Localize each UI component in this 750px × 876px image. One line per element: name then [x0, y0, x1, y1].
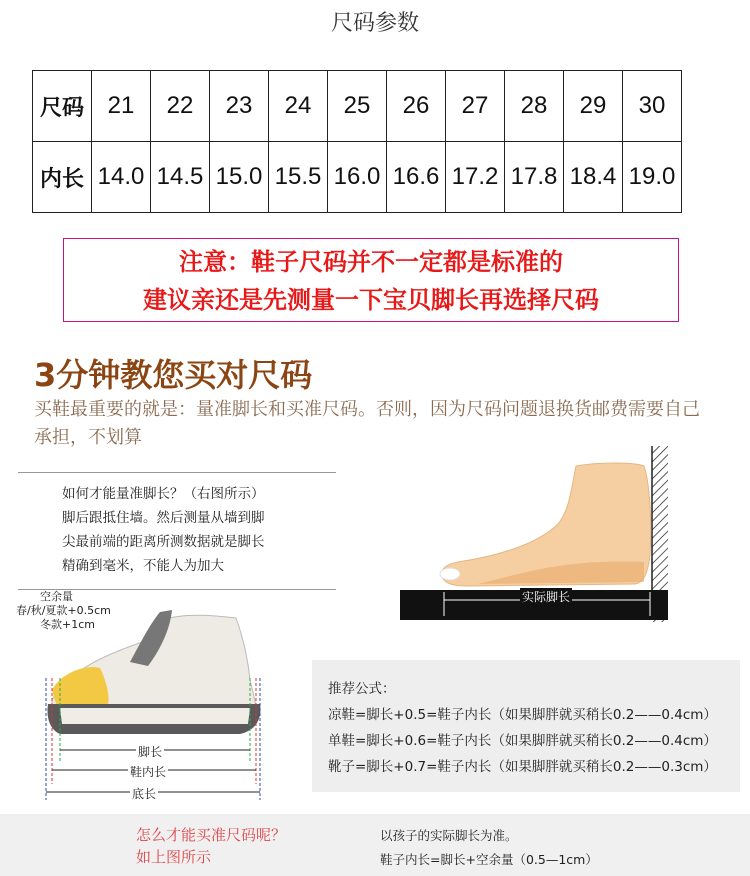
inner-length-cell: 17.2 — [446, 142, 505, 213]
inner-length-cell: 16.6 — [387, 142, 446, 213]
size-table — [32, 70, 682, 213]
footer-question — [136, 824, 286, 868]
formula-line: 靴子=脚长+0.7=鞋子内长（如果脚胖就买稍长0.2——0.3cm） — [328, 759, 717, 775]
size-cell: 21 — [92, 71, 151, 142]
size-cell: 27 — [446, 71, 505, 142]
size-row-header: 尺码 — [33, 71, 92, 142]
inner-length-row-header: 内长 — [33, 142, 92, 213]
toe-nail — [440, 568, 460, 580]
foot-length-label: 脚长 — [138, 745, 163, 759]
notice-box — [63, 238, 679, 322]
formula-line: 凉鞋=脚长+0.5=鞋子内长（如果脚胖就买稍长0.2——0.4cm） — [328, 707, 717, 723]
footer-question-line: 怎么才能买准尺码呢？ — [136, 826, 287, 844]
footer-answer-line: 鞋子内长=脚长+空余量（0.5—1cm） — [380, 852, 598, 867]
size-cell: 25 — [328, 71, 387, 142]
inner-length-cell: 14.0 — [92, 142, 151, 213]
footer-answer-line: 以孩子的实际脚长为准。 — [380, 828, 518, 843]
formula-title: 推荐公式： — [328, 681, 396, 697]
guide-description: 买鞋最重要的就是：量准脚长和买准尺码。否则，因为尺码问题退换货邮费需要自己承担，不划算 — [34, 399, 700, 448]
footer-question-line: 如上图所示 — [136, 848, 212, 866]
inner-length-cell: 16.0 — [328, 142, 387, 213]
page-title: 尺码参数 — [330, 11, 419, 36]
inner-length-cell: 15.5 — [269, 142, 328, 213]
size-cell: 29 — [564, 71, 623, 142]
how-to-line: 脚后跟抵住墙。然后测量从墙到脚 — [62, 510, 265, 526]
size-row — [33, 71, 682, 142]
size-cell: 28 — [505, 71, 564, 142]
how-to-line: 尖最前端的距离所测数据就是脚长 — [62, 534, 265, 550]
notice-line: 建议亲还是先测量一下宝贝脚长再选择尺码 — [143, 286, 599, 314]
inner-length-cell: 18.4 — [564, 142, 623, 213]
footer-answer — [380, 824, 598, 872]
actual-foot-length-label: 实际脚长 — [522, 590, 571, 604]
inner-length-cell: 14.5 — [151, 142, 210, 213]
insole — [60, 708, 250, 724]
sole-length-label: 底长 — [132, 787, 157, 801]
shoe-inner-length-label: 鞋内长 — [130, 765, 167, 779]
spring-label: 春/秋/夏款+0.5cm — [16, 604, 111, 617]
guide-title: 3分钟教您买对尺码 — [34, 356, 313, 394]
size-cell: 26 — [387, 71, 446, 142]
space-label: 空余量 — [40, 590, 73, 603]
size-cell: 30 — [623, 71, 682, 142]
size-cell: 24 — [269, 71, 328, 142]
winter-label: 冬款+1cm — [40, 618, 95, 631]
how-to-line: 精确到毫米，不能人为加大 — [62, 558, 224, 574]
size-cell: 22 — [151, 71, 210, 142]
notice-line: 注意：鞋子尺码并不一定都是标准的 — [179, 248, 563, 276]
inner-length-row — [33, 142, 682, 213]
footer-bar — [0, 814, 750, 876]
size-cell: 23 — [210, 71, 269, 142]
inner-length-cell: 17.8 — [505, 142, 564, 213]
formula-text — [328, 676, 717, 780]
inner-length-cell: 15.0 — [210, 142, 269, 213]
how-to-line: 如何才能量准脚长？（右图所示） — [62, 486, 265, 502]
how-to-text — [62, 482, 322, 578]
formula-line: 单鞋=脚长+0.6=鞋子内长（如果脚胖就买稍长0.2——0.4cm） — [328, 733, 717, 749]
inner-length-cell: 19.0 — [623, 142, 682, 213]
